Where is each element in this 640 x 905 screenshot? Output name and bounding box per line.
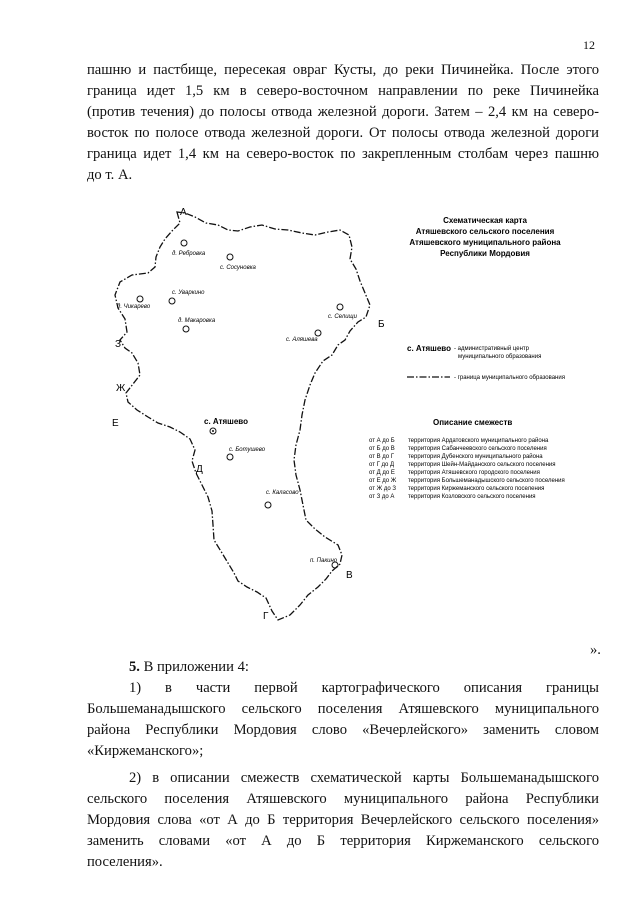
svg-text:от Ж до З: от Ж до З (369, 486, 396, 492)
settlement-atyashevo: с. Атяшево (204, 417, 248, 426)
settlement-makarovka: д. Макаровка (178, 318, 216, 324)
legend-center-label: с. Атяшево (407, 344, 451, 353)
schematic-map (110, 195, 610, 635)
page-number: 12 (583, 38, 595, 52)
legend-center-desc-2: муниципального образования (458, 354, 542, 360)
point-V: В (346, 570, 353, 581)
svg-text:территория Ардатовского муници: территория Ардатовского муниципального района (408, 438, 549, 444)
item1-line: «Киржеманского»; (87, 743, 204, 759)
svg-text:от А до Б: от А до Б (369, 438, 395, 444)
settlement-uvarkino: с. Уваркино (172, 290, 205, 296)
svg-text:Атяшевского сельского поселени: Атяшевского сельского поселения (415, 227, 555, 236)
svg-text:территория Сабанчеевского сель: территория Сабанчеевского сельского поселения (408, 446, 547, 452)
svg-text:территория Шейн-Майданского се: территория Шейн-Майданского сельского поселения (408, 462, 556, 468)
svg-text:от Е до Ж: от Е до Ж (369, 478, 397, 484)
svg-text:от В до Г: от В до Г (369, 454, 395, 460)
legend-center-desc: - административный центр (454, 346, 529, 352)
intro-line: граница идет 1,5 км в северо-восточном направлении по реке Пичинейка (87, 83, 599, 99)
settlement-selishchi: с. Селищи (328, 314, 357, 320)
svg-text:от Д до Е: от Д до Е (369, 470, 395, 476)
intro-paragraph (87, 60, 599, 186)
intro-line: пашню и пастбище, пересекая овраг Кусты, до реки Пичинейка. После этого (87, 62, 599, 78)
point-A: А (180, 207, 187, 218)
section5-heading: 5. В приложении 4: (129, 659, 249, 675)
settlement-botushevo: с. Ботушево (229, 447, 266, 453)
svg-text:от З до А: от З до А (369, 494, 395, 500)
settlement-sosunovka: с. Сосуновка (220, 265, 256, 271)
svg-text:от Б до В: от Б до В (369, 446, 395, 452)
point-Zh: Ж (116, 383, 126, 394)
settlement-alyasheva: с. Аляшева (286, 337, 318, 343)
point-E: Е (112, 418, 119, 429)
settlement-chikarevo: д. Чикарево (117, 304, 151, 310)
item2-line: 2) в описании смежеств схематической карты Большеманадышского (129, 770, 599, 786)
map-title (409, 216, 561, 258)
svg-text:Схематическая карта: Схематическая карта (443, 216, 527, 225)
adjacency-title: Описание смежеств (433, 418, 513, 427)
item1-line: 1) в части первой картографического описания границы (129, 680, 599, 696)
settlement-pakino: п. Пакино (310, 558, 338, 564)
section5 (87, 657, 599, 873)
svg-text:от Г до Д: от Г до Д (369, 462, 395, 468)
svg-text:Республики Мордовия: Республики Мордовия (440, 249, 530, 258)
point-D: Д (196, 464, 203, 475)
quote-close: ». (590, 642, 601, 658)
settlement-kalasovo: с. Каласово (266, 490, 299, 496)
svg-text:территория Киржеманского сельс: территория Киржеманского сельского поселения (408, 486, 545, 492)
item2-line: заменить словами «от А до Б территория Киржеманского сельского (87, 833, 599, 849)
adjacency-list (369, 437, 565, 500)
item2-line: сельского поселения Атяшевского муниципального района Республики (87, 791, 599, 807)
svg-text:территория Большеманадышского: территория Большеманадышского сельского поселения (408, 478, 565, 484)
svg-text:территория Дубенского муниципа: территория Дубенского муниципального района (408, 454, 543, 460)
legend-border-desc: - граница муниципального образования (454, 375, 565, 381)
settlement-rebrovka: д. Ребровка (172, 251, 206, 257)
intro-line: до т. А. (87, 167, 133, 183)
intro-line: (против течения) до полосы отвода железной дороги. Затем – 2,4 км на северо- (87, 104, 599, 120)
intro-line: восток по полосе отвода железной дороги. От полосы отвода железной дороги (87, 125, 599, 141)
item2-line: Мордовия слова «от А до Б территория Вечерлейского сельского поселения» (87, 812, 599, 828)
svg-text:Атяшевского муниципального рай: Атяшевского муниципального района (409, 238, 561, 247)
item1-line: Большеманадышского сельского поселения Атяшевского муниципального (87, 701, 599, 717)
svg-text:территория Козловского сельско: территория Козловского сельского поселения (408, 494, 536, 500)
svg-text:территория Атяшевского городск: территория Атяшевского городского поселения (408, 470, 540, 476)
point-G: Г (263, 611, 269, 622)
point-B: Б (378, 319, 385, 330)
intro-line: граница идет 1,4 км на северо-восток по закрепленным столбам через пашню (87, 146, 599, 162)
point-Z: З (115, 339, 122, 350)
item1-line: района Республики Мордовия слово «Вечерлейского» заменить словом (87, 722, 599, 738)
item2-line: поселения». (87, 854, 163, 870)
